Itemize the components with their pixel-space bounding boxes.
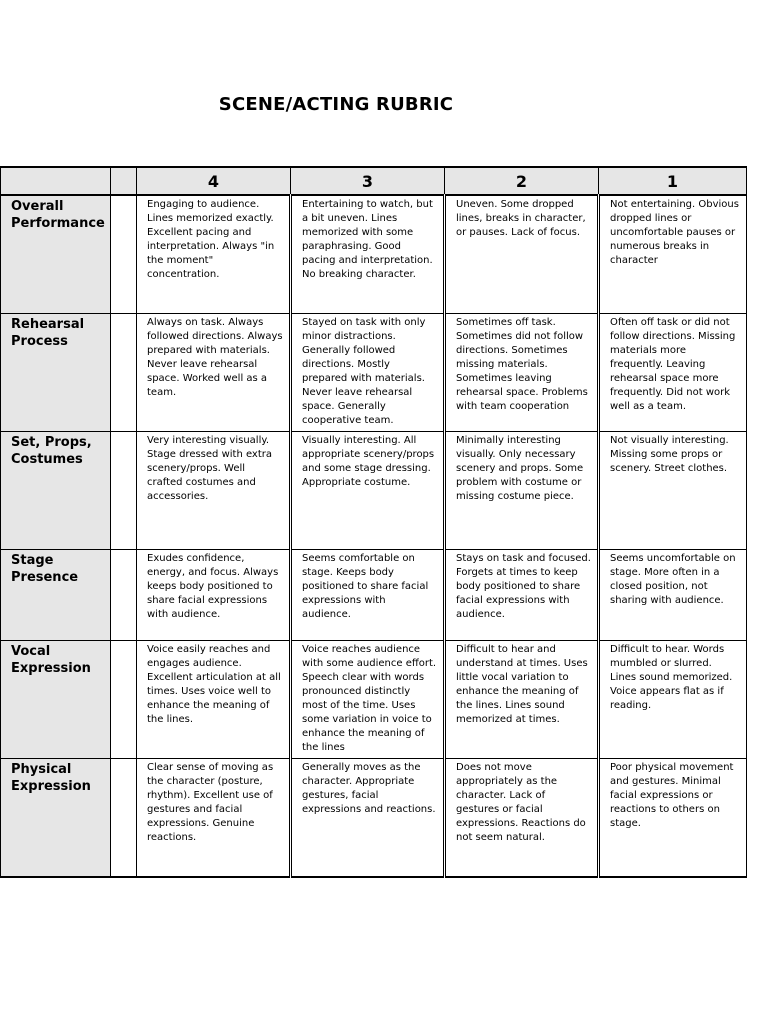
rubric-cell: Seems uncomfortable on stage. More often in a closed position, not sharing with audience. xyxy=(599,550,747,641)
criterion-label: Set, Props, Costumes xyxy=(1,432,111,550)
table-row xyxy=(1,314,747,432)
rubric-cell: Clear sense of moving as the character (posture, rhythm). Excellent use of gestures and facial expressions. Genuine reactions. xyxy=(137,759,291,878)
rubric-cell: Uneven. Some dropped lines, breaks in character, or pauses. Lack of focus. xyxy=(445,195,599,314)
criterion-label: Overall Performance xyxy=(1,195,111,314)
gap-cell xyxy=(111,550,137,641)
rubric-cell: Stayed on task with only minor distractions. Generally followed directions. Mostly prepared with materials. Never leave rehearsal space. Generally cooperative team. xyxy=(291,314,445,432)
criterion-label: Physical Expression xyxy=(1,759,111,878)
gap-cell xyxy=(111,195,137,314)
criterion-label: Stage Presence xyxy=(1,550,111,641)
rubric-cell: Often off task or did not follow directions. Missing materials more frequently. Leaving rehearsal space more frequently. Did not work well as a team. xyxy=(599,314,747,432)
rubric-cell: Exudes confidence, energy, and focus. Always keeps body positioned to share facial expressions with audience. xyxy=(137,550,291,641)
rubric-cell: Engaging to audience. Lines memorized exactly. Excellent pacing and interpretation. Always "in the moment" concentration. xyxy=(137,195,291,314)
rubric-cell: Very interesting visually. Stage dressed with extra scenery/props. Well crafted costumes and accessories. xyxy=(137,432,291,550)
page-title: SCENE/ACTING RUBRIC xyxy=(218,94,454,115)
rubric-cell: Poor physical movement and gestures. Minimal facial expressions or reactions to others on stage. xyxy=(599,759,747,878)
rubric-cell: Minimally interesting visually. Only necessary scenery and props. Some problem with costume or missing costume piece. xyxy=(445,432,599,550)
table-row xyxy=(1,641,747,759)
gap-cell xyxy=(111,432,137,550)
header-row xyxy=(1,167,747,195)
score-header-3: 3 xyxy=(291,167,445,195)
rubric-cell: Not visually interesting. Missing some props or scenery. Street clothes. xyxy=(599,432,747,550)
table-row xyxy=(1,550,747,641)
rubric-cell: Sometimes off task. Sometimes did not follow directions. Sometimes missing materials. Sometimes leaving rehearsal space. Problems with team cooperation xyxy=(445,314,599,432)
rubric-cell: Seems comfortable on stage. Keeps body positioned to share facial expressions with audience. xyxy=(291,550,445,641)
criterion-label: Vocal Expression xyxy=(1,641,111,759)
table-row xyxy=(1,432,747,550)
rubric-cell: Always on task. Always followed directions. Always prepared with materials. Never leave rehearsal space. Worked well as a team. xyxy=(137,314,291,432)
score-header-2: 2 xyxy=(445,167,599,195)
rubric-cell: Entertaining to watch, but a bit uneven. Lines memorized with some paraphrasing. Good pacing and interpretation. No breaking character. xyxy=(291,195,445,314)
score-header-1: 1 xyxy=(599,167,747,195)
table-row xyxy=(1,195,747,314)
rubric-cell: Visually interesting. All appropriate scenery/props and some stage dressing. Appropriate costume. xyxy=(291,432,445,550)
rubric-cell: Not entertaining. Obvious dropped lines or uncomfortable pauses or numerous breaks in character xyxy=(599,195,747,314)
table-row xyxy=(1,759,747,878)
gap-cell xyxy=(111,314,137,432)
gap-cell xyxy=(111,759,137,878)
rubric-cell: Voice easily reaches and engages audience. Excellent articulation at all times. Uses voice well to enhance the meaning of the lines. xyxy=(137,641,291,759)
gap-cell xyxy=(111,641,137,759)
rubric-cell: Difficult to hear. Words mumbled or slurred. Lines sound memorized. Voice appears flat as if reading. xyxy=(599,641,747,759)
rubric-cell: Stays on task and focused. Forgets at times to keep body positioned to share facial expressions with audience. xyxy=(445,550,599,641)
criterion-label: Rehearsal Process xyxy=(1,314,111,432)
header-blank-cell xyxy=(1,167,111,195)
rubric-cell: Generally moves as the character. Appropriate gestures, facial expressions and reactions. xyxy=(291,759,445,878)
rubric-cell: Difficult to hear and understand at times. Uses little vocal variation to enhance the meaning of the lines. Lines sound memorized at times. xyxy=(445,641,599,759)
rubric-cell: Voice reaches audience with some audience effort. Speech clear with words pronounced distinctly most of the time. Uses some variation in voice to enhance the meaning of the lines xyxy=(291,641,445,759)
header-gap-cell xyxy=(111,167,137,195)
rubric-table xyxy=(0,166,747,878)
rubric-cell: Does not move appropriately as the character. Lack of gestures or facial expressions. Reactions do not seem natural. xyxy=(445,759,599,878)
score-header-4: 4 xyxy=(137,167,291,195)
